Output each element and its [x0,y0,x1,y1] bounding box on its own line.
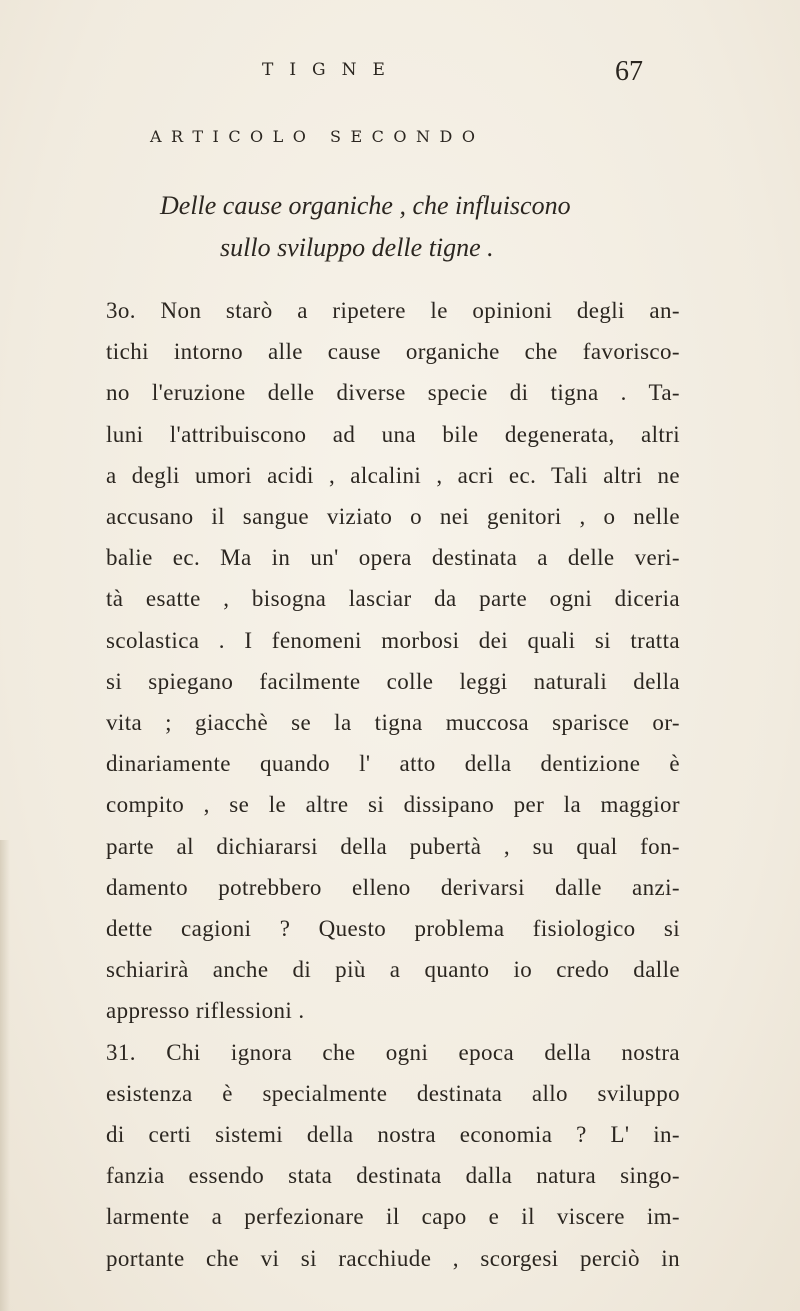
text-line: portante che vi si racchiude , scorgesi perciò in [106,1245,680,1271]
text-line: vita ; giacchè se la tigna muccosa sparisce or- [106,710,680,736]
text-line: tichi intorno alle cause organiche che favorisco- [106,339,680,365]
section-title-line-1: Delle cause organiche , che influiscono [160,191,571,220]
section-heading: ARTICOLO SECONDO [150,127,485,146]
running-head [0,48,800,88]
text-line: si spiegano facilmente colle leggi naturali della [106,668,680,694]
text-line: no l'eruzione delle diverse specie di tigna . Ta- [106,380,680,406]
text-line: luni l'attribuiscono ad una bile degenerata, altri [106,421,680,447]
text-line: tà esatte , bisogna lasciar da parte ogni diceria [106,586,680,612]
text-line: larmente a perfezionare il capo e il viscere im- [106,1204,680,1230]
text-line: accusano il sangue viziato o nei genitori , o nelle [106,504,680,530]
text-line: appresso riflessioni . [106,998,305,1024]
binding-edge-shadow [0,840,10,1311]
text-line: 3o. Non starò a ripetere le opinioni degli an- [106,298,680,323]
text-line: parte al dichiararsi della pubertà , su qual fon- [106,833,680,859]
section-title [160,185,660,269]
page-number: 67 [615,56,643,87]
text-line: esistenza è specialmente destinata allo sviluppo [106,1080,680,1106]
text-line: fanzia essendo stata destinata dalla natura singo- [106,1163,680,1189]
text-line: balie ec. Ma in un' opera destinata a delle veri- [106,545,680,571]
text-line: di certi sistemi della nostra economia ? L' in- [106,1122,680,1148]
running-title: TIGNE [262,60,401,80]
text-line: scolastica . I fenomeni morbosi dei quali si tratta [106,627,680,653]
text-line: damento potrebbero elleno derivarsi dalle anzi- [106,874,680,900]
text-line: dinariamente quando l' atto della dentizione è [106,751,680,777]
text-line: a degli umori acidi , alcalini , acri ec. Tali altri ne [106,462,680,488]
body-text [106,290,680,1279]
text-line: 31. Chi ignora che ogni epoca della nostra [106,1039,680,1065]
text-line: dette cagioni ? Questo problema fisiologico si [106,916,680,942]
text-line: schiarirà anche di più a quanto io credo dalle [106,957,680,983]
text-line: compito , se le altre si dissipano per la maggior [106,792,680,818]
section-title-line-2: sullo sviluppo delle tigne . [220,233,494,262]
